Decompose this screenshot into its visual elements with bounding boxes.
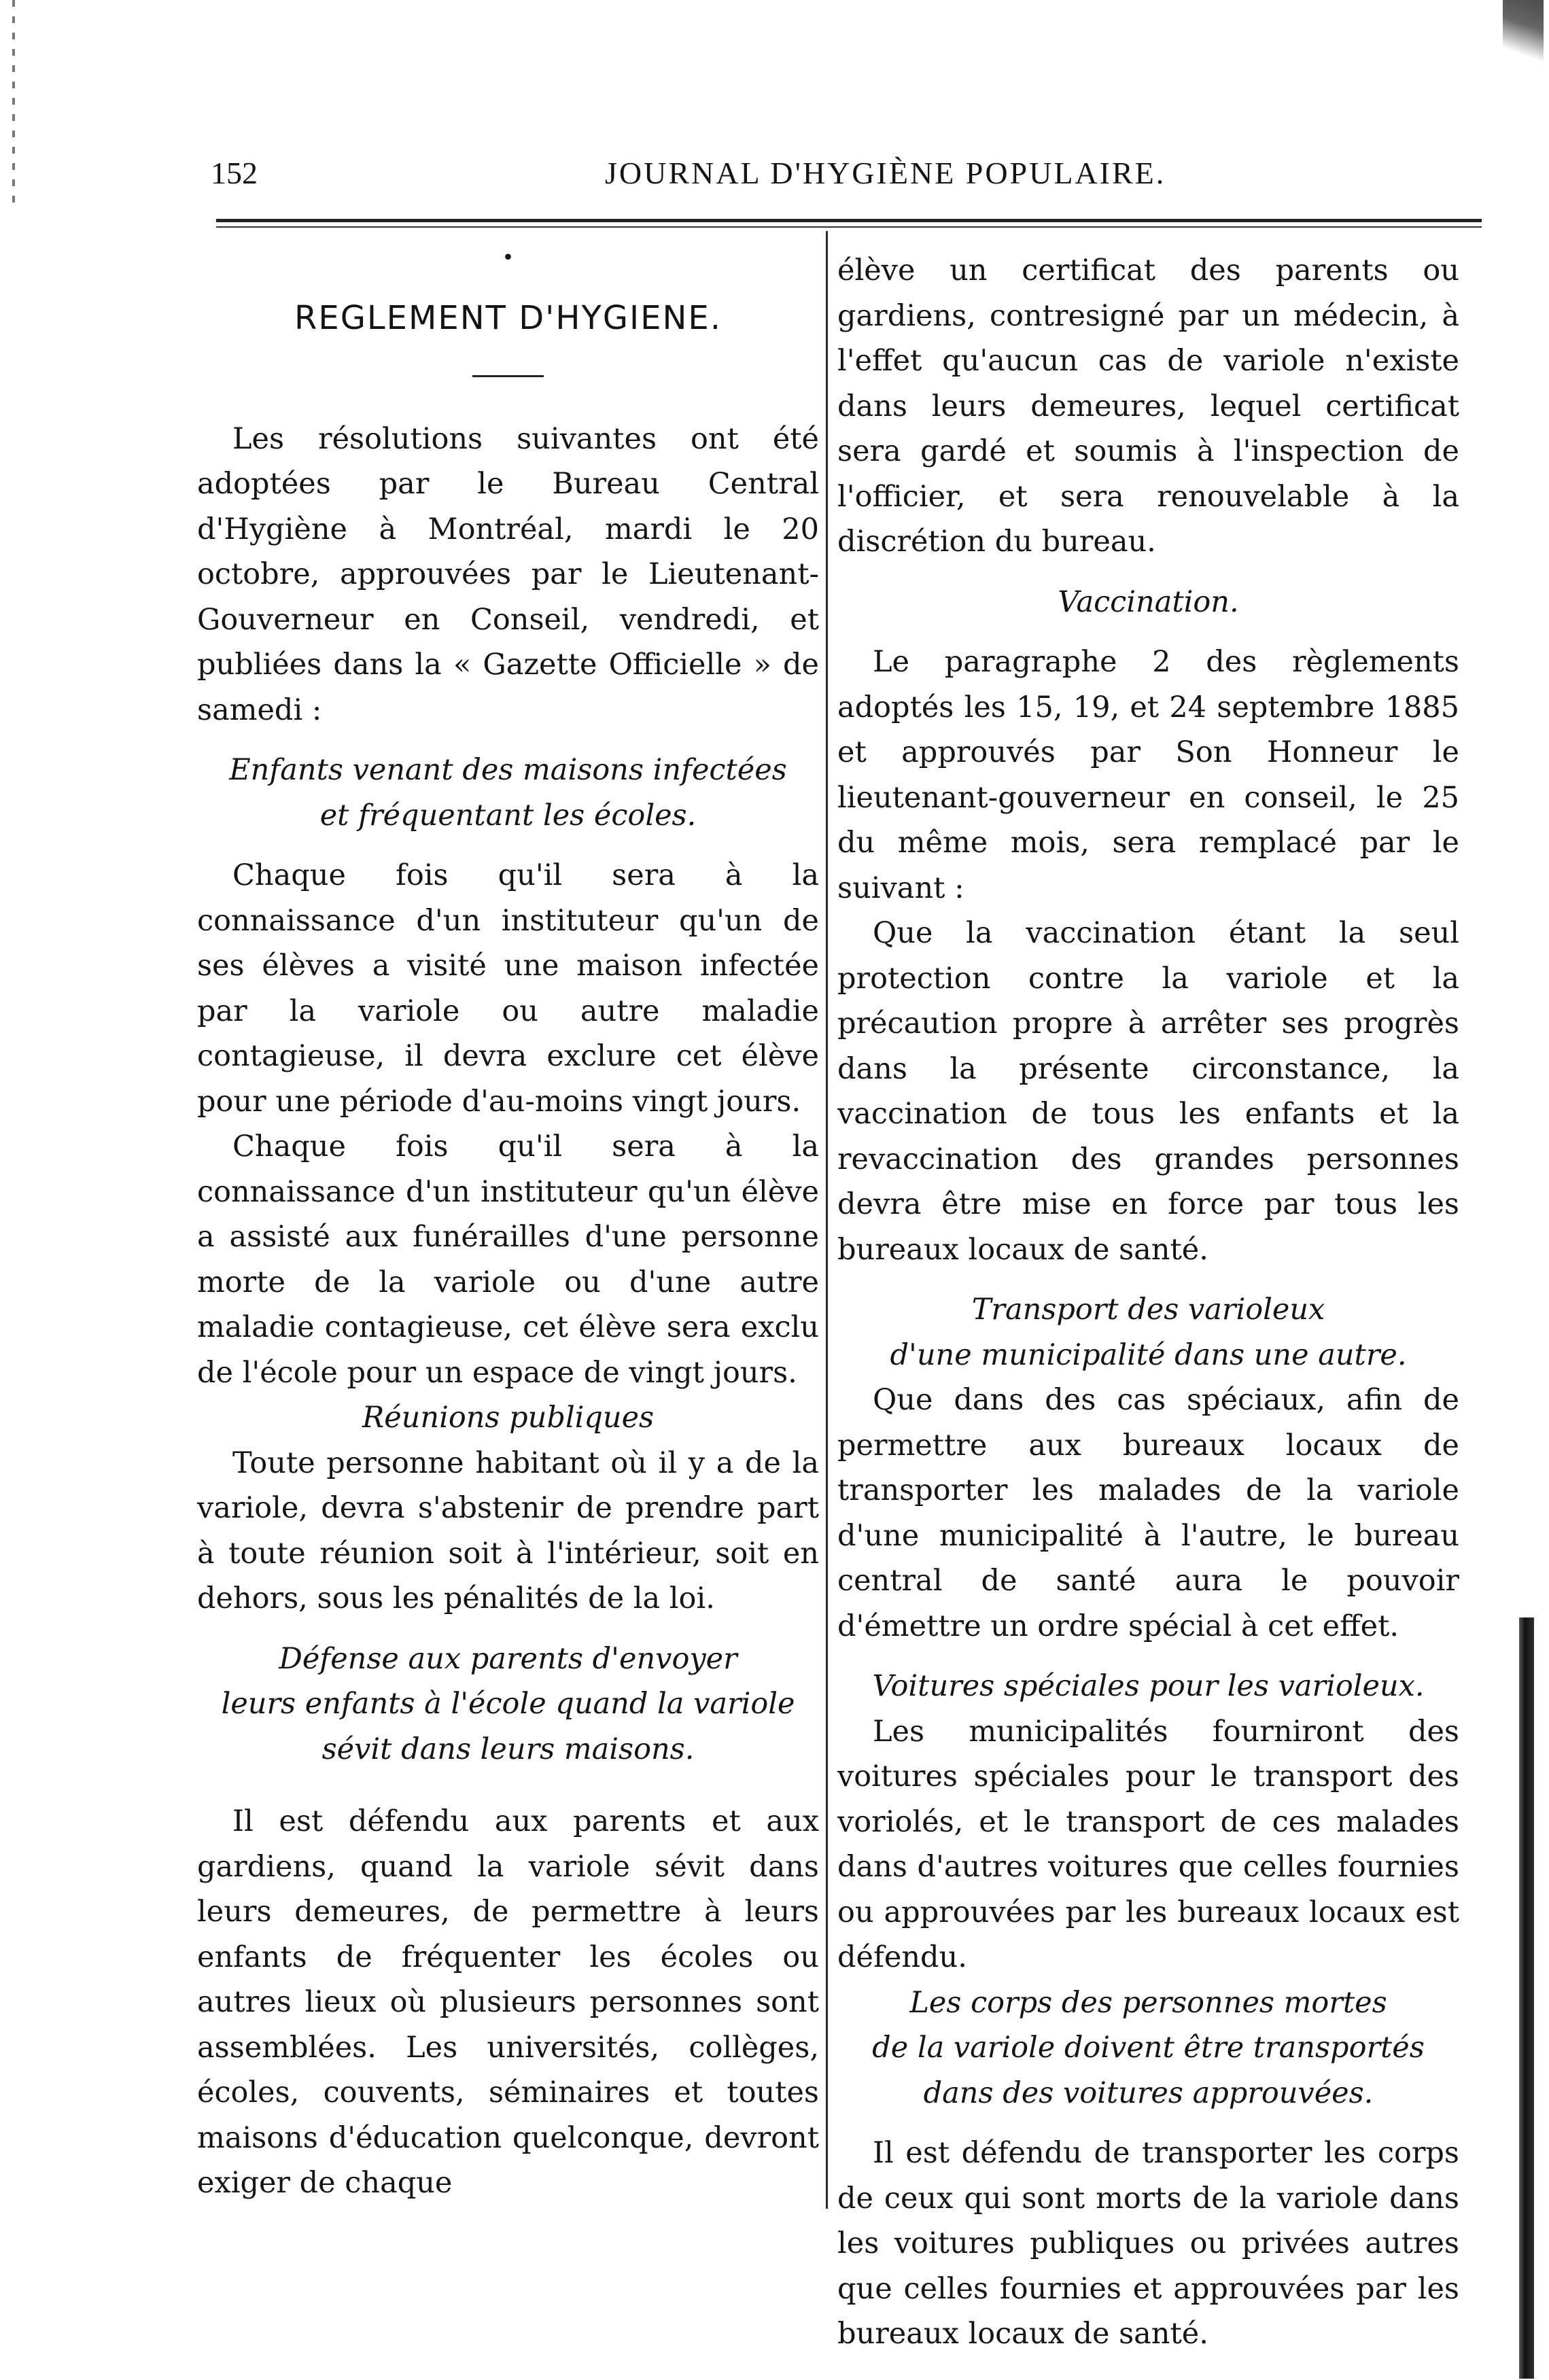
- section-heading-reunions: Réunions publiques: [362, 1401, 655, 1435]
- header-rule-thin: [216, 226, 1482, 228]
- paragraph-paragraphe-2: Le paragraphe 2 des règlements adoptés les 15, 19, et 24 septembre 1885 et approuvés par Son Honneur le lieutenant-gouverneur en conseil, le 25 du même mois, sera remplacé par le suivant :: [837, 645, 1459, 905]
- article-title: REGLEMENT D'HYGIENE.: [294, 299, 722, 337]
- header-rule-thick: [216, 219, 1482, 222]
- section-heading-enfants-line2: et fréquentant les écoles.: [319, 798, 697, 833]
- section-heading-defense-line3: sévit dans leurs maisons.: [321, 1732, 695, 1766]
- column-divider: [826, 231, 828, 2209]
- section-heading-corps-line1: Les corps des personnes mortes: [909, 1985, 1387, 2020]
- left-column: [197, 248, 819, 2206]
- paragraph-voitures: Les municipalités fourniront des voitures spéciales pour le transport des voriolés, et le transport de ces malades dans d'autres voitures que celles fournies ou approuvées par les bureaux locaux est défendu.: [837, 1714, 1459, 1974]
- journal-title: JOURNAL D'HYGIÈNE POPULAIRE.: [605, 156, 1166, 190]
- section-heading-vaccination: Vaccination.: [1058, 584, 1239, 619]
- scan-edge-mark-left: [12, 0, 15, 204]
- paragraph-reunions: Toute personne habitant où il y a de la variole, devra s'abstenir de prendre part à toute réunion soit à l'intérieur, soit en dehors, sous les pénalités de la loi.: [197, 1446, 819, 1615]
- intro-paragraph: Les résolutions suivantes ont été adoptées par le Bureau Central d'Hygiène à Montréal, mardi le 20 octobre, approuvées par le Lieutenant-Gouverneur en Conseil, vendredi, et publiées dans la « Gazette Officielle » de samedi :: [197, 421, 819, 727]
- running-head: [204, 155, 1509, 203]
- section-heading-transport-line1: Transport des varioleux: [971, 1293, 1325, 1327]
- section-heading-defense-line1: Défense aux parents d'envoyer: [279, 1641, 737, 1676]
- title-rule: [472, 375, 544, 377]
- paragraph-visite-maison: Chaque fois qu'il sera à la connaissance d'un instituteur qu'un de ses élèves a visité une maison infectée par la variole ou autre maladie contagieuse, il devra exclure cet élève pour une période d'au-moins vingt jours.: [197, 858, 819, 1119]
- section-heading-corps-line2: de la variole doivent être transportés: [872, 2031, 1425, 2065]
- section-heading-transport-line2: d'une municipalité dans une autre.: [890, 1337, 1407, 1372]
- paragraph-defense: Il est défendu aux parents et aux gardiens, quand la variole sévit dans leurs demeures, de permettre à leurs enfants de fréquenter les écoles ou autres lieux où plusieurs personnes sont assemblées. Les universités, collèges, écoles, couvents, séminaires et toutes maisons d'éducation quelconque, devront exiger de chaque: [197, 1804, 819, 2200]
- section-heading-enfants-line1: Enfants venant des maisons infectées: [229, 753, 787, 787]
- paragraph-funerailles: Chaque fois qu'il sera à la connaissance d'un instituteur qu'un élève a assisté aux funérailles d'une personne morte de la variole ou d'une autre maladie contagieuse, cet élève sera exclu de l'école pour un espace de vingt jours.: [197, 1130, 819, 1390]
- scan-corner-shadow: [1503, 0, 1544, 75]
- section-heading-corps-line3: dans des voitures approuvées.: [923, 2076, 1374, 2110]
- paragraph-vaccination: Que la vaccination étant la seul protection contre la variole et la précaution propre à arrêter ses progrès dans la présente circonstance, la vaccination de tous les enfants et la revaccination des grandes personnes devra être mise en force par tous les bureaux locaux de santé.: [837, 916, 1459, 1267]
- page-number: 152: [211, 156, 258, 190]
- title-ornament-dot: •: [502, 246, 515, 270]
- right-column: [837, 248, 1459, 2357]
- scan-edge-mark-right: [1519, 1617, 1534, 2379]
- section-heading-defense-line2: leurs enfants à l'école quand la variole: [221, 1687, 795, 1721]
- section-heading-voitures: Voitures spéciales pour les varioleux.: [872, 1669, 1425, 1703]
- paragraph-transport: Que dans des cas spéciaux, afin de permettre aux bureaux locaux de transporter les malades de la variole d'une municipalité à l'autre, le bureau central de santé aura le pouvoir d'émettre un ordre spécial à cet effet.: [837, 1383, 1459, 1643]
- paragraph-corps: Il est défendu de transporter les corps de ceux qui sont morts de la variole dans les voitures publiques ou privées autres que celles fournies et approuvées par les bureaux locaux de santé.: [837, 2136, 1459, 2351]
- paragraph-certificat-continuation: élève un certificat des parents ou gardiens, contresigné par un médecin, à l'effet qu'aucun cas de variole n'existe dans leurs demeures, lequel certificat sera gardé et soumis à l'inspection de l'officier, et sera renouvelable à la discrétion du bureau.: [837, 253, 1459, 559]
